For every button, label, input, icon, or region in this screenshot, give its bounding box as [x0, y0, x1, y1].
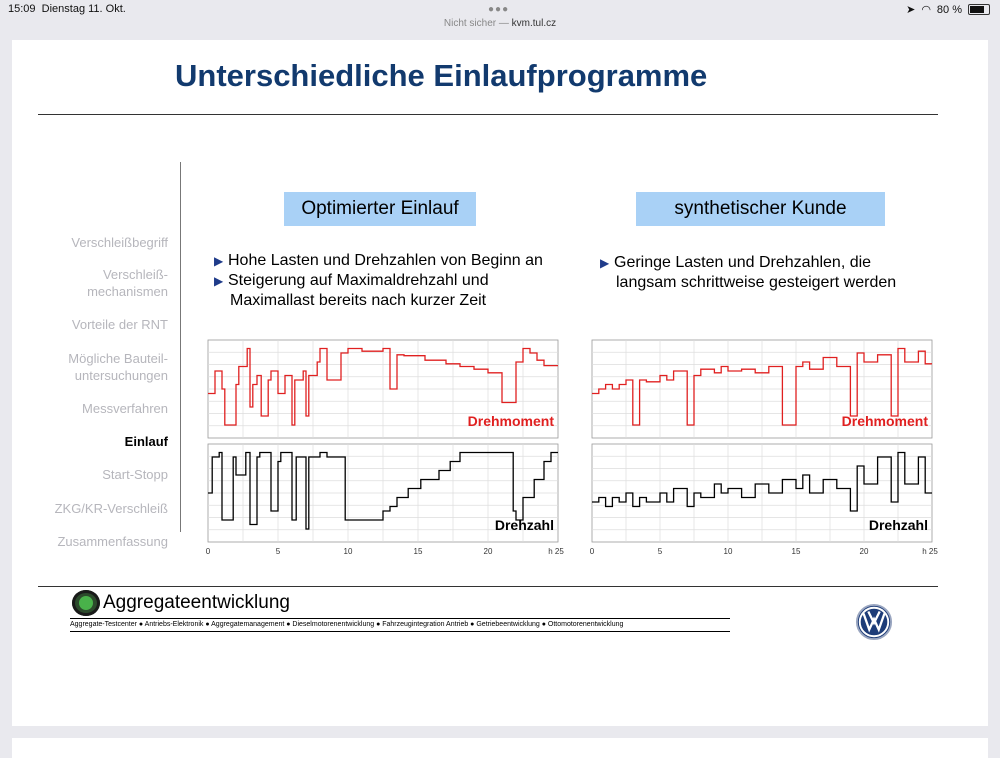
- chart-synthetischer-kunde: [582, 334, 942, 556]
- wifi-icon: ◠: [921, 4, 931, 16]
- x-tick-label: 0: [589, 547, 595, 556]
- address-bar[interactable]: [0, 18, 1000, 29]
- bullet-triangle-icon: ▶: [214, 254, 224, 268]
- x-tick-label: 5: [657, 547, 663, 556]
- tag-optimierter-einlauf: Optimierter Einlauf: [284, 192, 476, 226]
- title-divider: [38, 114, 938, 115]
- right-bullets: [600, 253, 896, 293]
- left-bullet-2: ▶ Steigerung auf Maximaldrehzahl und: [214, 272, 489, 289]
- x-tick-label: 15: [413, 547, 423, 556]
- battery-icon: [968, 4, 990, 15]
- tag-synthetischer-kunde: synthetischer Kunde: [636, 192, 885, 226]
- x-tick-label: 20: [483, 547, 493, 556]
- x-tick-label: 20: [859, 547, 869, 556]
- next-slide: [12, 738, 988, 758]
- series-label-drehmoment: Drehmoment: [841, 413, 928, 429]
- green-button-logo-icon: [72, 590, 100, 616]
- nav-divider: [180, 162, 181, 532]
- status-time: 15:09 Dienstag 11. Okt.: [8, 3, 126, 15]
- nav-item-zkg[interactable]: ZKG/KR-Verschleiß: [54, 501, 168, 516]
- url-text: kvm.tul.cz: [511, 18, 557, 29]
- x-tick-label: 10: [343, 547, 353, 556]
- x-tick-label: 10: [723, 547, 733, 556]
- x-tick-label: 15: [791, 547, 801, 556]
- nav-item-verschleiss-1[interactable]: Verschleiß-: [102, 267, 168, 282]
- series-label-drehmoment: Drehmoment: [467, 413, 554, 429]
- nav-item-verschleiss-2[interactable]: mechanismen: [87, 284, 168, 299]
- nav-item-bauteil-1[interactable]: Mögliche Bauteil-: [68, 351, 168, 366]
- series-label-drehzahl: Drehzahl: [494, 517, 554, 533]
- nav-item-zusammenfassung[interactable]: Zusammenfassung: [57, 534, 168, 549]
- location-icon: ➤: [906, 4, 916, 16]
- left-bullets: [214, 251, 543, 311]
- left-bullet-3: Maximallast bereits nach kurzer Zeit: [230, 292, 487, 309]
- nav-item-messverfahren[interactable]: Messverfahren: [82, 401, 168, 416]
- right-bullet-2: langsam schrittweise gesteigert werden: [616, 274, 897, 291]
- chart-optimierter-einlauf: [198, 334, 568, 556]
- status-right: [906, 3, 990, 16]
- nav-item-vorteile[interactable]: Vorteile der RNT: [71, 317, 168, 332]
- x-tick-label: h 25: [922, 547, 938, 556]
- security-label: Nicht sicher —: [443, 18, 509, 29]
- multitask-dots-icon[interactable]: ●●●: [488, 4, 510, 15]
- left-bullet-1: ▶ Hohe Lasten und Drehzahlen von Beginn an: [214, 252, 543, 269]
- nav-item-bauteil-2[interactable]: untersuchungen: [74, 368, 168, 383]
- vw-logo-icon: [855, 603, 893, 641]
- right-bullet-1: ▶ Geringe Lasten und Drehzahlen, die: [600, 254, 872, 271]
- x-tick-label: h 25: [548, 547, 564, 556]
- slide-title: Unterschiedliche Einlaufprogramme: [175, 58, 708, 93]
- footer-brand: Aggregateentwicklung: [103, 592, 290, 613]
- nav-item-einlauf[interactable]: Einlauf: [124, 434, 168, 449]
- footer-divider: [38, 586, 938, 587]
- battery-percent: 80 %: [936, 3, 962, 16]
- x-tick-label: 5: [275, 547, 281, 556]
- x-tick-label: 0: [205, 547, 211, 556]
- nav-item-verschleissbegriff[interactable]: Verschleißbegriff: [71, 235, 168, 250]
- nav-item-start-stopp[interactable]: Start-Stopp: [102, 467, 168, 482]
- bullet-triangle-icon: ▶: [214, 274, 224, 288]
- series-label-drehzahl: Drehzahl: [868, 517, 928, 533]
- bullet-triangle-icon: ▶: [600, 256, 610, 270]
- footer-departments: Aggregate-Testcenter ● Antriebs-Elektronik ● Aggregatemanagement ● Dieselmotorenentwicklung ● Fahrzeugintegration Antrieb ● Getriebeentwicklung ● Ottomotorenentwicklung: [70, 618, 730, 632]
